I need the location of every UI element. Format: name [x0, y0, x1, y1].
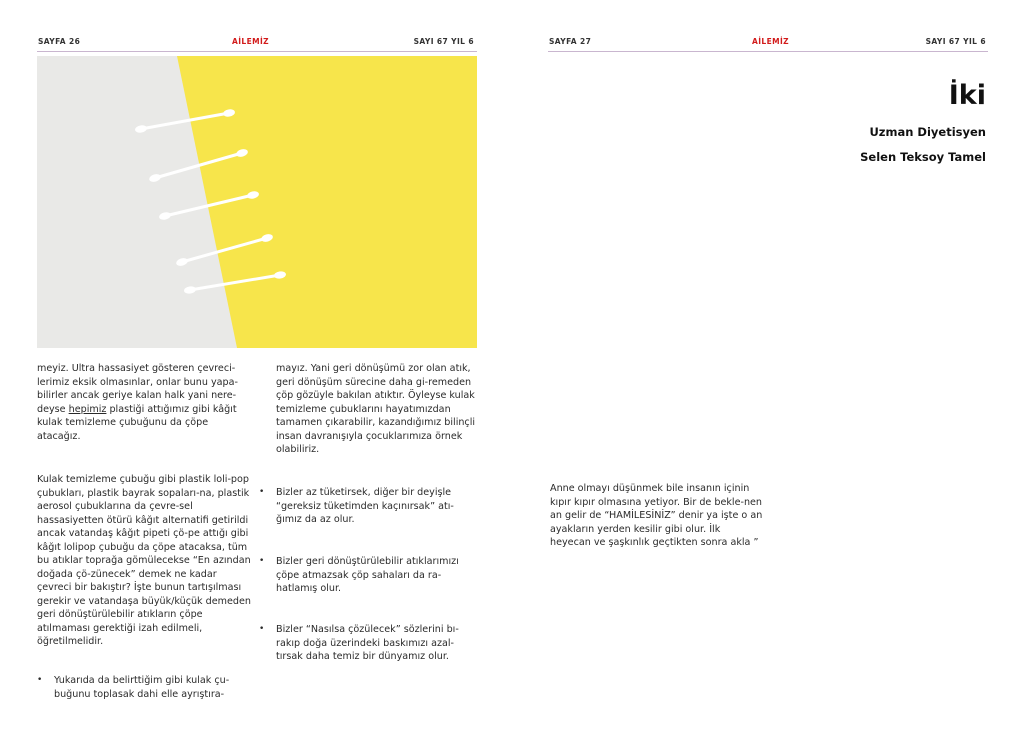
column-1-bullet: • Yukarıda da belirttiğim gibi kulak çu-buğunu toplasak dahi elle ayrıştıra- [37, 675, 230, 700]
header-rule [37, 51, 477, 52]
column-2-bullet-1: • Bizler az tüketirsek, diğer bir deyişle “gereksiz tüketimden kaçınırsak” atı-ğımız da az olur. [259, 487, 454, 525]
cotton-swabs-photo [37, 56, 477, 348]
author-name: Selen Teksoy Tamel [860, 150, 986, 164]
right-page [512, 0, 1024, 741]
bullet-point: • [259, 487, 265, 497]
magazine-name: AİLEMİZ [752, 37, 789, 46]
article-title: İki [948, 80, 986, 111]
column-1-paragraph-2: Kulak temizleme çubuğu gibi plastik loli-pop çubukları, plastik bayrak sopaları-na, plastik aerosol çubuklarına da çevre-sel hassasiyetten ötürü kâğıt alternatifi getirildi ancak vatandaş kâğıt pipeti çö-pe attığı gibi kâğıt lolipop çubuğu da çöpe atacaksa, tüm bu atıklar toprağa gömülecekse “En azından doğada çö-zünecek” demek ne kadar çevreci bir bakıştır? İşte bunun tartışılması gerekir ve vatandaşa büyük/küçük demeden geri dönüştürülebilir atıkların çöpe atılmaması gerektiği izah edilmeli, öğretilmelidir. [37, 474, 251, 647]
article-intro: Anne olmayı düşünmek bile insanın içinin kıpır kıpır olmasına yetiyor. Bir de bekle-nen an gelir de “HAMİLESİNİZ” denir ya işte o an ayakların yerden kesilir gibi olur. İlk heyecan ve şaşkınlık geçtikten sonra akla ” [550, 483, 763, 548]
page-number: SAYFA 27 [549, 37, 592, 46]
highlighted-word: hepimiz [68, 403, 107, 415]
header-rule [548, 51, 988, 52]
column-2-bullet-3: • Bizler “Nasılsa çözülecek” sözlerini bı-rakıp doğa üzerindeki baskımızı azal-tırsak daha temiz bir dünyamız olur. [259, 624, 459, 662]
magazine-name: AİLEMİZ [232, 37, 269, 46]
bullet-point: • [37, 675, 43, 685]
column-2-paragraph-1: mayız. Yani geri dönüşümü zor olan atık, geri dönüşüm sürecine daha gi-remeden çöp gözüyle bakılan atıktır. Öyleyse kulak temizleme çubuklarını hayatımızdan tamamen çıkarabilir, kazandığımız bilinçli insan davranışıyla çocuklarımıza örnek olabiliriz. [276, 363, 476, 455]
bullet-point: • [259, 624, 265, 634]
issue-number: SAYI 67 YIL 6 [925, 37, 986, 46]
author-title: Uzman Diyetisyen [869, 125, 986, 139]
bullet-point: • [259, 556, 265, 566]
column-2-bullet-2: • Bizler geri dönüştürülebilir atıklarımızı çöpe atmazsak çöp sahaları da ra-hatlamış olur. [259, 556, 459, 594]
page-number: SAYFA 26 [38, 37, 81, 46]
issue-number: SAYI 67 YIL 6 [413, 37, 474, 46]
column-1-paragraph-1: meyiz. Ultra hassasiyet gösteren çevreci-lerimiz eksik olmasınlar, onlar bunu yapa-bilirler ancak geriye kalan halk yani nere-deyse hepimiz plastiği attığımız gibi kâğıt kulak temizleme çubuğunu da çöpe atacağız. [37, 363, 238, 442]
